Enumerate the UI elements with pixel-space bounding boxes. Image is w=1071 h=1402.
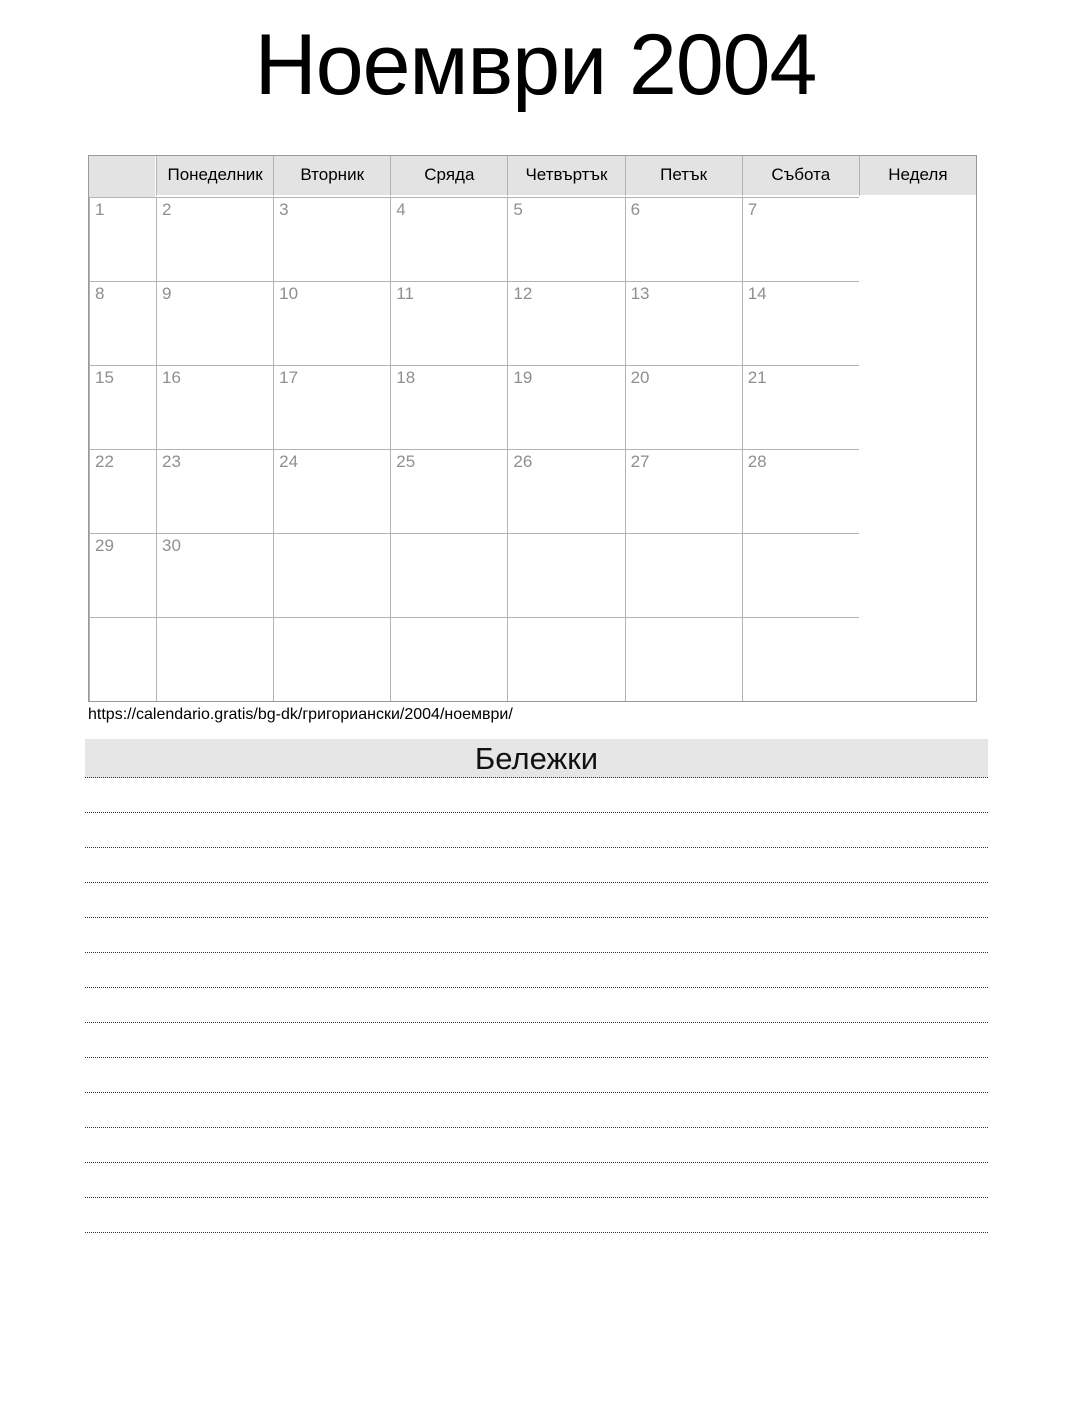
day-cell-1: 1 (89, 197, 156, 281)
notes-lines (85, 778, 988, 1233)
page-title: Ноември 2004 (254, 17, 817, 113)
notes-title: Бележки (474, 741, 599, 777)
note-line (85, 778, 988, 813)
week-number-gutter (89, 156, 156, 197)
note-line (85, 1163, 988, 1198)
week-row (89, 281, 976, 365)
note-line (85, 988, 988, 1023)
day-cell-empty (742, 617, 859, 701)
day-cell-20: 20 (625, 365, 742, 449)
notes-header-bar (85, 739, 988, 778)
day-cell-28: 28 (742, 449, 859, 533)
weekday-header-6: Събота (742, 156, 859, 197)
day-cell-empty (507, 533, 624, 617)
day-cell-empty (507, 617, 624, 701)
source-url: https://calendario.gratis/bg-dk/григориански/2004/ноември/ (88, 705, 513, 723)
day-cell-empty (390, 617, 507, 701)
day-cell-2: 2 (156, 197, 273, 281)
day-cell-empty (273, 617, 390, 701)
day-cell-24: 24 (273, 449, 390, 533)
day-cell-12: 12 (507, 281, 624, 365)
day-cell-3: 3 (273, 197, 390, 281)
weekday-header-5: Петък (625, 156, 742, 197)
day-cell-9: 9 (156, 281, 273, 365)
day-cell-19: 19 (507, 365, 624, 449)
weekday-header-4: Четвъртък (507, 156, 624, 197)
day-cell-empty (625, 617, 742, 701)
day-cell-15: 15 (89, 365, 156, 449)
calendar-header-row (89, 156, 976, 197)
note-line (85, 1058, 988, 1093)
day-cell-empty (390, 533, 507, 617)
day-cell-25: 25 (390, 449, 507, 533)
day-cell-8: 8 (89, 281, 156, 365)
day-cell-30: 30 (156, 533, 273, 617)
note-line (85, 883, 988, 918)
calendar (88, 155, 1071, 702)
day-cell-23: 23 (156, 449, 273, 533)
calendar-body (89, 197, 976, 701)
note-line (85, 848, 988, 883)
day-cell-13: 13 (625, 281, 742, 365)
day-cell-empty (156, 617, 273, 701)
day-cell-26: 26 (507, 449, 624, 533)
calendar-table (88, 155, 977, 702)
day-cell-10: 10 (273, 281, 390, 365)
note-line (85, 918, 988, 953)
week-row (89, 533, 976, 617)
weekday-header-3: Сряда (390, 156, 507, 197)
day-cell-4: 4 (390, 197, 507, 281)
day-cell-29: 29 (89, 533, 156, 617)
notes-section (85, 739, 988, 1233)
day-cell-empty (625, 533, 742, 617)
day-cell-27: 27 (625, 449, 742, 533)
day-cell-empty (742, 533, 859, 617)
day-cell-6: 6 (625, 197, 742, 281)
note-line (85, 1128, 988, 1163)
note-line (85, 953, 988, 988)
day-cell-5: 5 (507, 197, 624, 281)
weekday-header-2: Вторник (273, 156, 390, 197)
week-row (89, 365, 976, 449)
day-cell-11: 11 (390, 281, 507, 365)
note-line (85, 1023, 988, 1058)
weekday-header-1: Понеделник (156, 156, 273, 197)
day-cell-14: 14 (742, 281, 859, 365)
week-row (89, 617, 976, 701)
note-line (85, 813, 988, 848)
day-cell-16: 16 (156, 365, 273, 449)
day-cell-empty (89, 617, 156, 701)
day-cell-empty (273, 533, 390, 617)
weekday-header-7: Неделя (859, 156, 976, 197)
day-cell-7: 7 (742, 197, 859, 281)
day-cell-22: 22 (89, 449, 156, 533)
note-line (85, 1093, 988, 1128)
week-row (89, 197, 976, 281)
week-row (89, 449, 976, 533)
day-cell-17: 17 (273, 365, 390, 449)
note-line (85, 1198, 988, 1233)
day-cell-21: 21 (742, 365, 859, 449)
day-cell-18: 18 (390, 365, 507, 449)
